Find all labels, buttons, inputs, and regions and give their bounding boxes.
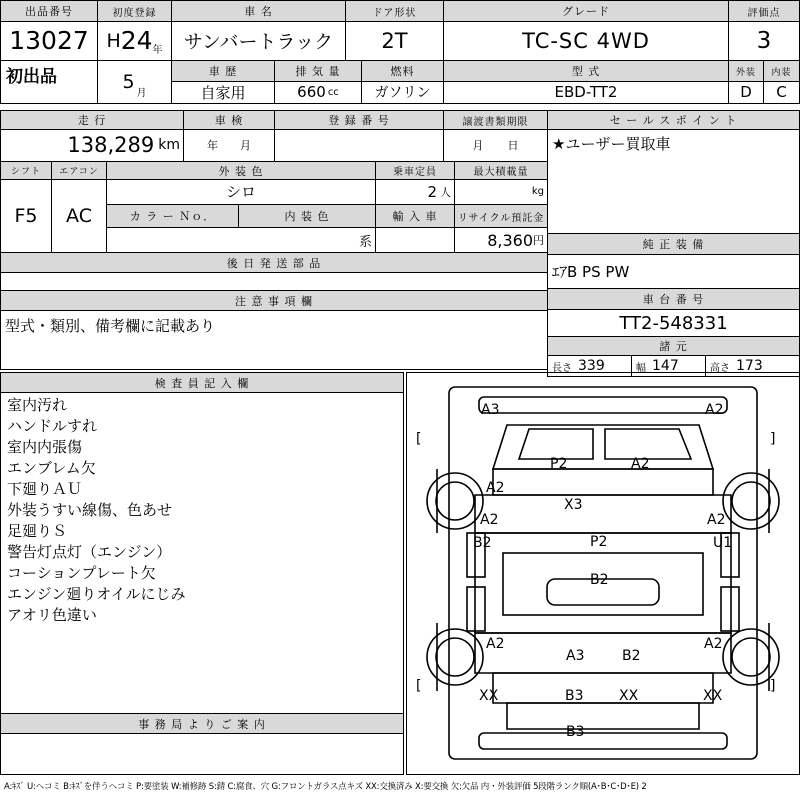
import-value xyxy=(375,227,455,253)
damage-mark: XX xyxy=(479,688,499,704)
list-item: 下廻りＡＵ xyxy=(7,480,83,498)
reg-year-unit: 年 xyxy=(152,45,163,56)
shift-label: シフト xyxy=(0,161,52,180)
inspection-value xyxy=(183,129,275,162)
damage-mark: B3 xyxy=(566,724,585,740)
ac-value: AC xyxy=(51,179,107,253)
damage-mark: A2 xyxy=(705,402,724,418)
lot-no-label: 出品番号 xyxy=(0,0,98,22)
damage-mark: XX xyxy=(703,688,723,704)
damage-mark: ] xyxy=(770,678,776,694)
list-item: 室内内張傷 xyxy=(7,438,83,456)
damage-mark: U1 xyxy=(713,535,733,551)
reg-year: 24 xyxy=(120,26,153,55)
damage-mark: A3 xyxy=(566,648,585,664)
mileage-label: 走 行 xyxy=(0,110,184,130)
list-item: 足廻りＳ xyxy=(7,522,68,540)
transfer-doc-value xyxy=(443,129,548,162)
list-item: エンブレム欠 xyxy=(7,459,96,477)
damage-mark: A2 xyxy=(486,636,505,652)
exterior-color-value: シロ xyxy=(106,179,376,205)
first-registration-month xyxy=(97,60,172,104)
chassis-no-value: TT2-548331 xyxy=(547,309,800,337)
interior-color-label-cell: 内 装 色 xyxy=(238,204,376,228)
exterior-grade-label: 外装 xyxy=(728,60,764,82)
damage-mark: B2 xyxy=(473,535,492,551)
displacement-value: 660 cc xyxy=(274,81,362,104)
fuel-value: ガソリン xyxy=(361,81,444,104)
displacement-unit: cc xyxy=(327,86,339,98)
list-item: アオリ色違い xyxy=(7,606,97,624)
width-label: 幅 xyxy=(636,362,646,374)
inspector-notes-body xyxy=(0,392,404,714)
seats-label: 乗車定員 xyxy=(375,161,455,180)
mileage-number: 138,289 xyxy=(67,133,155,157)
transfer-month-unit: 月 xyxy=(472,139,484,152)
reg-era: H xyxy=(106,29,121,52)
notes-value: 型式・類別、備考欄に記載あり xyxy=(0,310,548,370)
mileage-value xyxy=(0,129,184,162)
damage-marks-layer xyxy=(407,373,799,774)
vehicle-damage-diagram xyxy=(406,372,800,775)
damage-mark: A2 xyxy=(704,636,723,652)
later-parts-value xyxy=(0,272,548,291)
damage-mark: A3 xyxy=(481,402,500,418)
dimensions-label: 諸 元 xyxy=(547,336,800,356)
inspection-label: 車 検 xyxy=(183,110,275,130)
car-name-value: サンバートラック xyxy=(171,21,346,61)
import-label: 輸 入 車 xyxy=(375,204,455,228)
interior-color-value: 系 xyxy=(106,227,376,253)
list-item: 外装うすい線傷、色あせ xyxy=(7,501,173,519)
car-history-label: 車 歴 xyxy=(171,60,275,82)
sales-point-value: ★ユーザー買取車 xyxy=(547,129,800,234)
door-shape-value: 2T xyxy=(345,21,444,61)
genuine-equipment-label: 純 正 装 備 xyxy=(547,233,800,255)
recycle-value xyxy=(454,227,548,253)
reg-month-unit: 月 xyxy=(136,88,147,99)
height-value: 173 xyxy=(736,358,763,374)
ac-label: エアコン xyxy=(51,161,107,180)
recycle-label: リサイクル預託金 xyxy=(454,204,548,228)
chassis-no-label: 車 台 番 号 xyxy=(547,288,800,310)
score-value: 3 xyxy=(728,21,800,61)
damage-mark: A2 xyxy=(486,480,505,496)
exterior-color-label: 外 装 色 xyxy=(106,161,376,180)
transfer-day-unit: 日 xyxy=(507,139,519,152)
registration-number-label: 登 録 番 号 xyxy=(274,110,444,130)
car-history-value: 自家用 xyxy=(171,81,275,104)
inspector-notes-label: 検 査 員 記 入 欄 xyxy=(0,372,404,393)
color-no-label: カ ラ ー Ｎｏ． xyxy=(106,204,239,228)
damage-mark: B2 xyxy=(590,572,609,588)
damage-mark: B2 xyxy=(622,648,641,664)
seats-number: 2 xyxy=(427,182,437,201)
max-load-unit: kg xyxy=(531,186,544,197)
legend-footer: A:ｷｽﾞ U:ヘコミ B:ｷｽﾞを伴うヘコミ P:要塗装 W:補修跡 S:錆 C:腐食、穴 G:フロントガラス点キズ XX:交換済み X:要交換 欠:欠品 内・外装評価 5段階ランク順(A･B･C･D･E) 2 xyxy=(4,782,647,792)
recycle-unit: 円 xyxy=(533,234,544,247)
grade-value: TC-SC 4WD xyxy=(443,21,729,61)
list-item: コーションプレート欠 xyxy=(7,564,156,582)
inspection-month-unit: 月 xyxy=(240,139,251,152)
later-parts-label: 後 日 発 送 部 品 xyxy=(0,252,548,273)
damage-mark: P2 xyxy=(590,534,608,550)
inspector-notes-list xyxy=(1,393,403,626)
fuel-label: 燃料 xyxy=(361,60,444,82)
list-item: 警告灯点灯（エンジン） xyxy=(7,543,172,561)
score-label: 評価点 xyxy=(728,0,800,22)
damage-mark: X3 xyxy=(564,497,583,513)
recycle-number: 8,360 xyxy=(487,230,533,250)
damage-mark: P2 xyxy=(550,456,568,472)
notes-label: 注 意 事 項 欄 xyxy=(0,290,548,311)
reg-month: 5 xyxy=(122,70,135,93)
damage-mark: A2 xyxy=(480,512,499,528)
model-code-value: EBD-TT2 xyxy=(443,81,729,104)
lot-no-value: 13027 xyxy=(0,21,98,61)
office-notice-body xyxy=(0,733,404,775)
length-label: 長さ xyxy=(552,362,572,374)
inspection-year-unit: 年 xyxy=(207,139,218,152)
first-registration-label: 初度登録 xyxy=(97,0,172,22)
height-label: 高さ xyxy=(710,362,730,374)
displacement-label: 排 気 量 xyxy=(274,60,362,82)
damage-mark: A2 xyxy=(631,456,650,472)
damage-mark: [ xyxy=(416,678,422,694)
car-name-label: 車 名 xyxy=(171,0,346,22)
first-registration-value xyxy=(97,21,172,61)
damage-mark: [ xyxy=(416,431,422,447)
width-value: 147 xyxy=(652,358,679,374)
model-code-label: 型 式 xyxy=(443,60,729,82)
transfer-doc-label: 譲渡書類期限 xyxy=(443,110,548,130)
registration-number-value xyxy=(274,129,444,162)
office-notice-label: 事 務 局 よ り ご 案 内 xyxy=(0,713,404,734)
door-shape-label: ドア形状 xyxy=(345,0,444,22)
damage-mark: XX xyxy=(619,688,639,704)
list-item: エンジン廻りオイルにじみ xyxy=(7,585,186,603)
seats-value xyxy=(375,179,455,205)
length-value: 339 xyxy=(578,358,605,374)
interior-grade-value: C xyxy=(763,81,800,104)
damage-mark: B3 xyxy=(565,688,584,704)
list-item: ハンドルすれ xyxy=(7,417,98,435)
first-exhibit-badge: 初出品 xyxy=(0,60,98,104)
max-load-value xyxy=(454,179,548,205)
interior-grade-label: 内装 xyxy=(763,60,800,82)
max-load-label: 最大積載量 xyxy=(454,161,548,180)
grade-label: グレード xyxy=(443,0,729,22)
list-item: 室内汚れ xyxy=(7,396,68,414)
damage-mark: A2 xyxy=(707,512,726,528)
shift-value: F5 xyxy=(0,179,52,253)
damage-mark: ] xyxy=(770,431,776,447)
mileage-unit: km xyxy=(158,137,180,153)
exterior-grade-value: D xyxy=(728,81,764,104)
sales-point-label: セ ー ル ス ポ イ ン ト xyxy=(547,110,800,130)
genuine-equipment-value: ｴｱB PS PW xyxy=(547,254,800,289)
seats-unit: 人 xyxy=(440,185,451,199)
